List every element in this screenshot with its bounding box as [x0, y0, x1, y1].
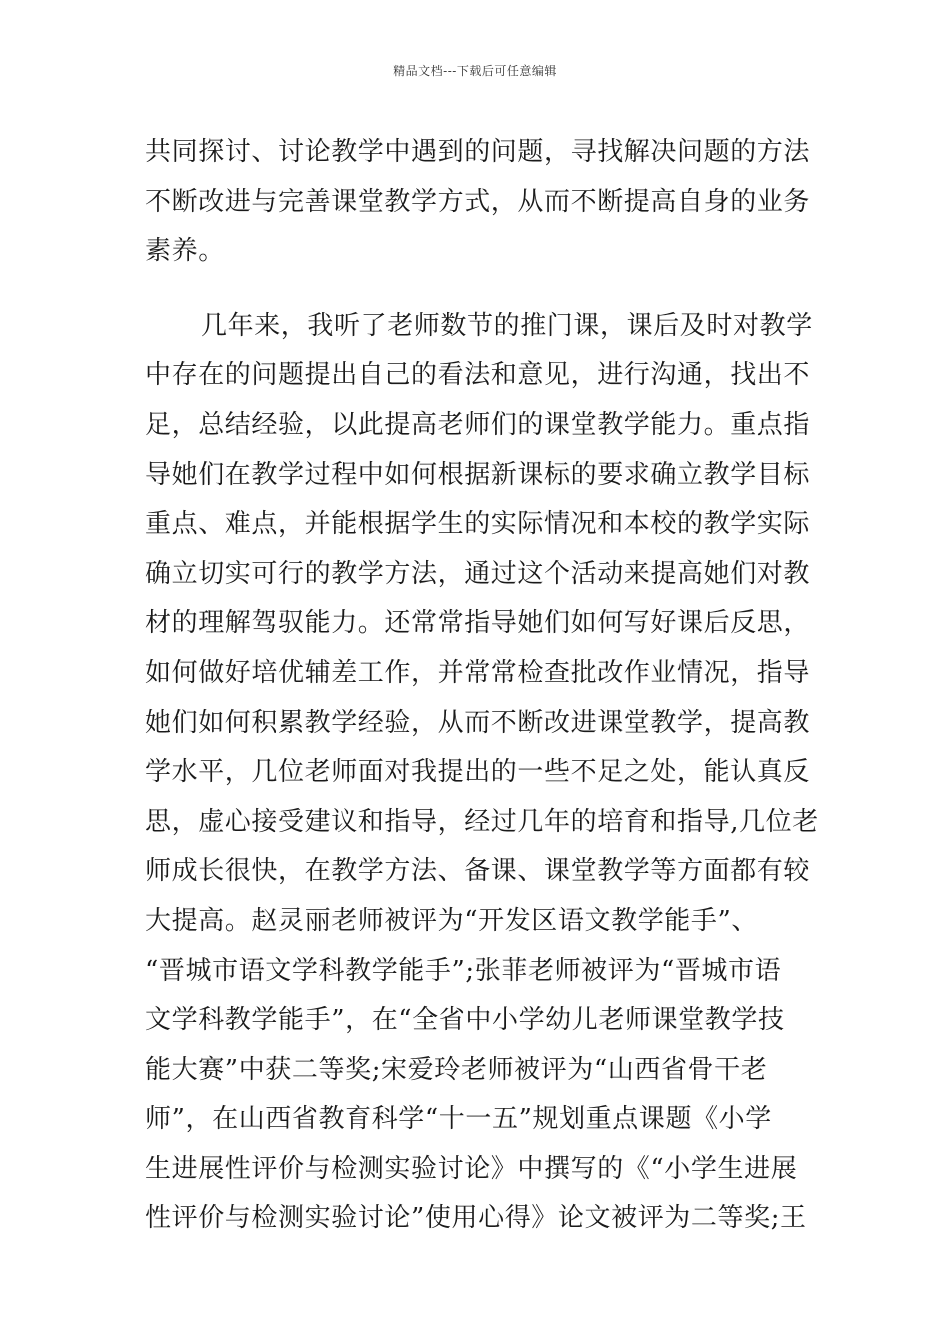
- text-line: 导她们在教学过程中如何根据新课标的要求确立教学目标: [145, 459, 811, 490]
- text-line: 师成长很快，在教学方法、备课、课堂教学等方面都有较: [145, 856, 811, 887]
- text-line: 性评价与检测实验讨论”使用心得》论文被评为二等奖;王: [145, 1203, 807, 1234]
- text-line: 如何做好培优辅差工作，并常常检查批改作业情况，指导: [145, 657, 811, 688]
- text-line: 中存在的问题提出自己的看法和意见，进行沟通，找出不: [145, 360, 811, 391]
- text-line: 足，总结经验，以此提高老师们的课堂教学能力。重点指: [145, 409, 811, 440]
- text-line: 不断改进与完善课堂教学方式，从而不断提高自身的业务: [145, 186, 811, 217]
- text-line: 确立切实可行的教学方法，通过这个活动来提高她们对教: [145, 558, 811, 589]
- text-line: 文学科教学能手”，在“全省中小学幼儿老师课堂教学技: [145, 1005, 785, 1036]
- text-line: 生进展性评价与检测实验讨论》中撰写的《“小学生进展: [145, 1153, 798, 1184]
- text-line: 素养。: [145, 236, 225, 267]
- text-line: 重点、难点，并能根据学生的实际情况和本校的教学实际: [145, 509, 811, 540]
- text-line: 几年来，我听了老师数节的推门课，课后及时对教学: [201, 310, 813, 341]
- paragraph-1: [145, 128, 815, 277]
- text-line: 学水平，几位老师面对我提出的一些不足之处，能认真反: [145, 757, 811, 788]
- text-line: 大提高。赵灵丽老师被评为“开发区语文教学能手”、: [145, 905, 758, 936]
- text-line: 材的理解驾驭能力。还常常指导她们如何写好课后反思，: [145, 608, 811, 639]
- text-line: 能大赛”中获二等奖;宋爱玲老师被评为“山西省骨干老: [145, 1054, 768, 1085]
- text-line: 共同探讨、讨论教学中遇到的问题，寻找解决问题的方法: [145, 137, 811, 167]
- paragraph-2: [145, 302, 819, 1244]
- document-body: [145, 128, 819, 1244]
- page-header: 精品文档---下载后可任意编辑: [393, 64, 557, 78]
- text-line: 思，虚心接受建议和指导，经过几年的培育和指导,几位老: [145, 806, 819, 837]
- text-line: 她们如何积累教学经验，从而不断改进课堂教学，提高教: [145, 707, 811, 738]
- text-line: 师”，在山西省教育科学“十一五”规划重点课题《小学: [145, 1104, 772, 1135]
- text-line: “晋城市语文学科教学能手”;张菲老师被评为“晋城市语: [145, 955, 782, 986]
